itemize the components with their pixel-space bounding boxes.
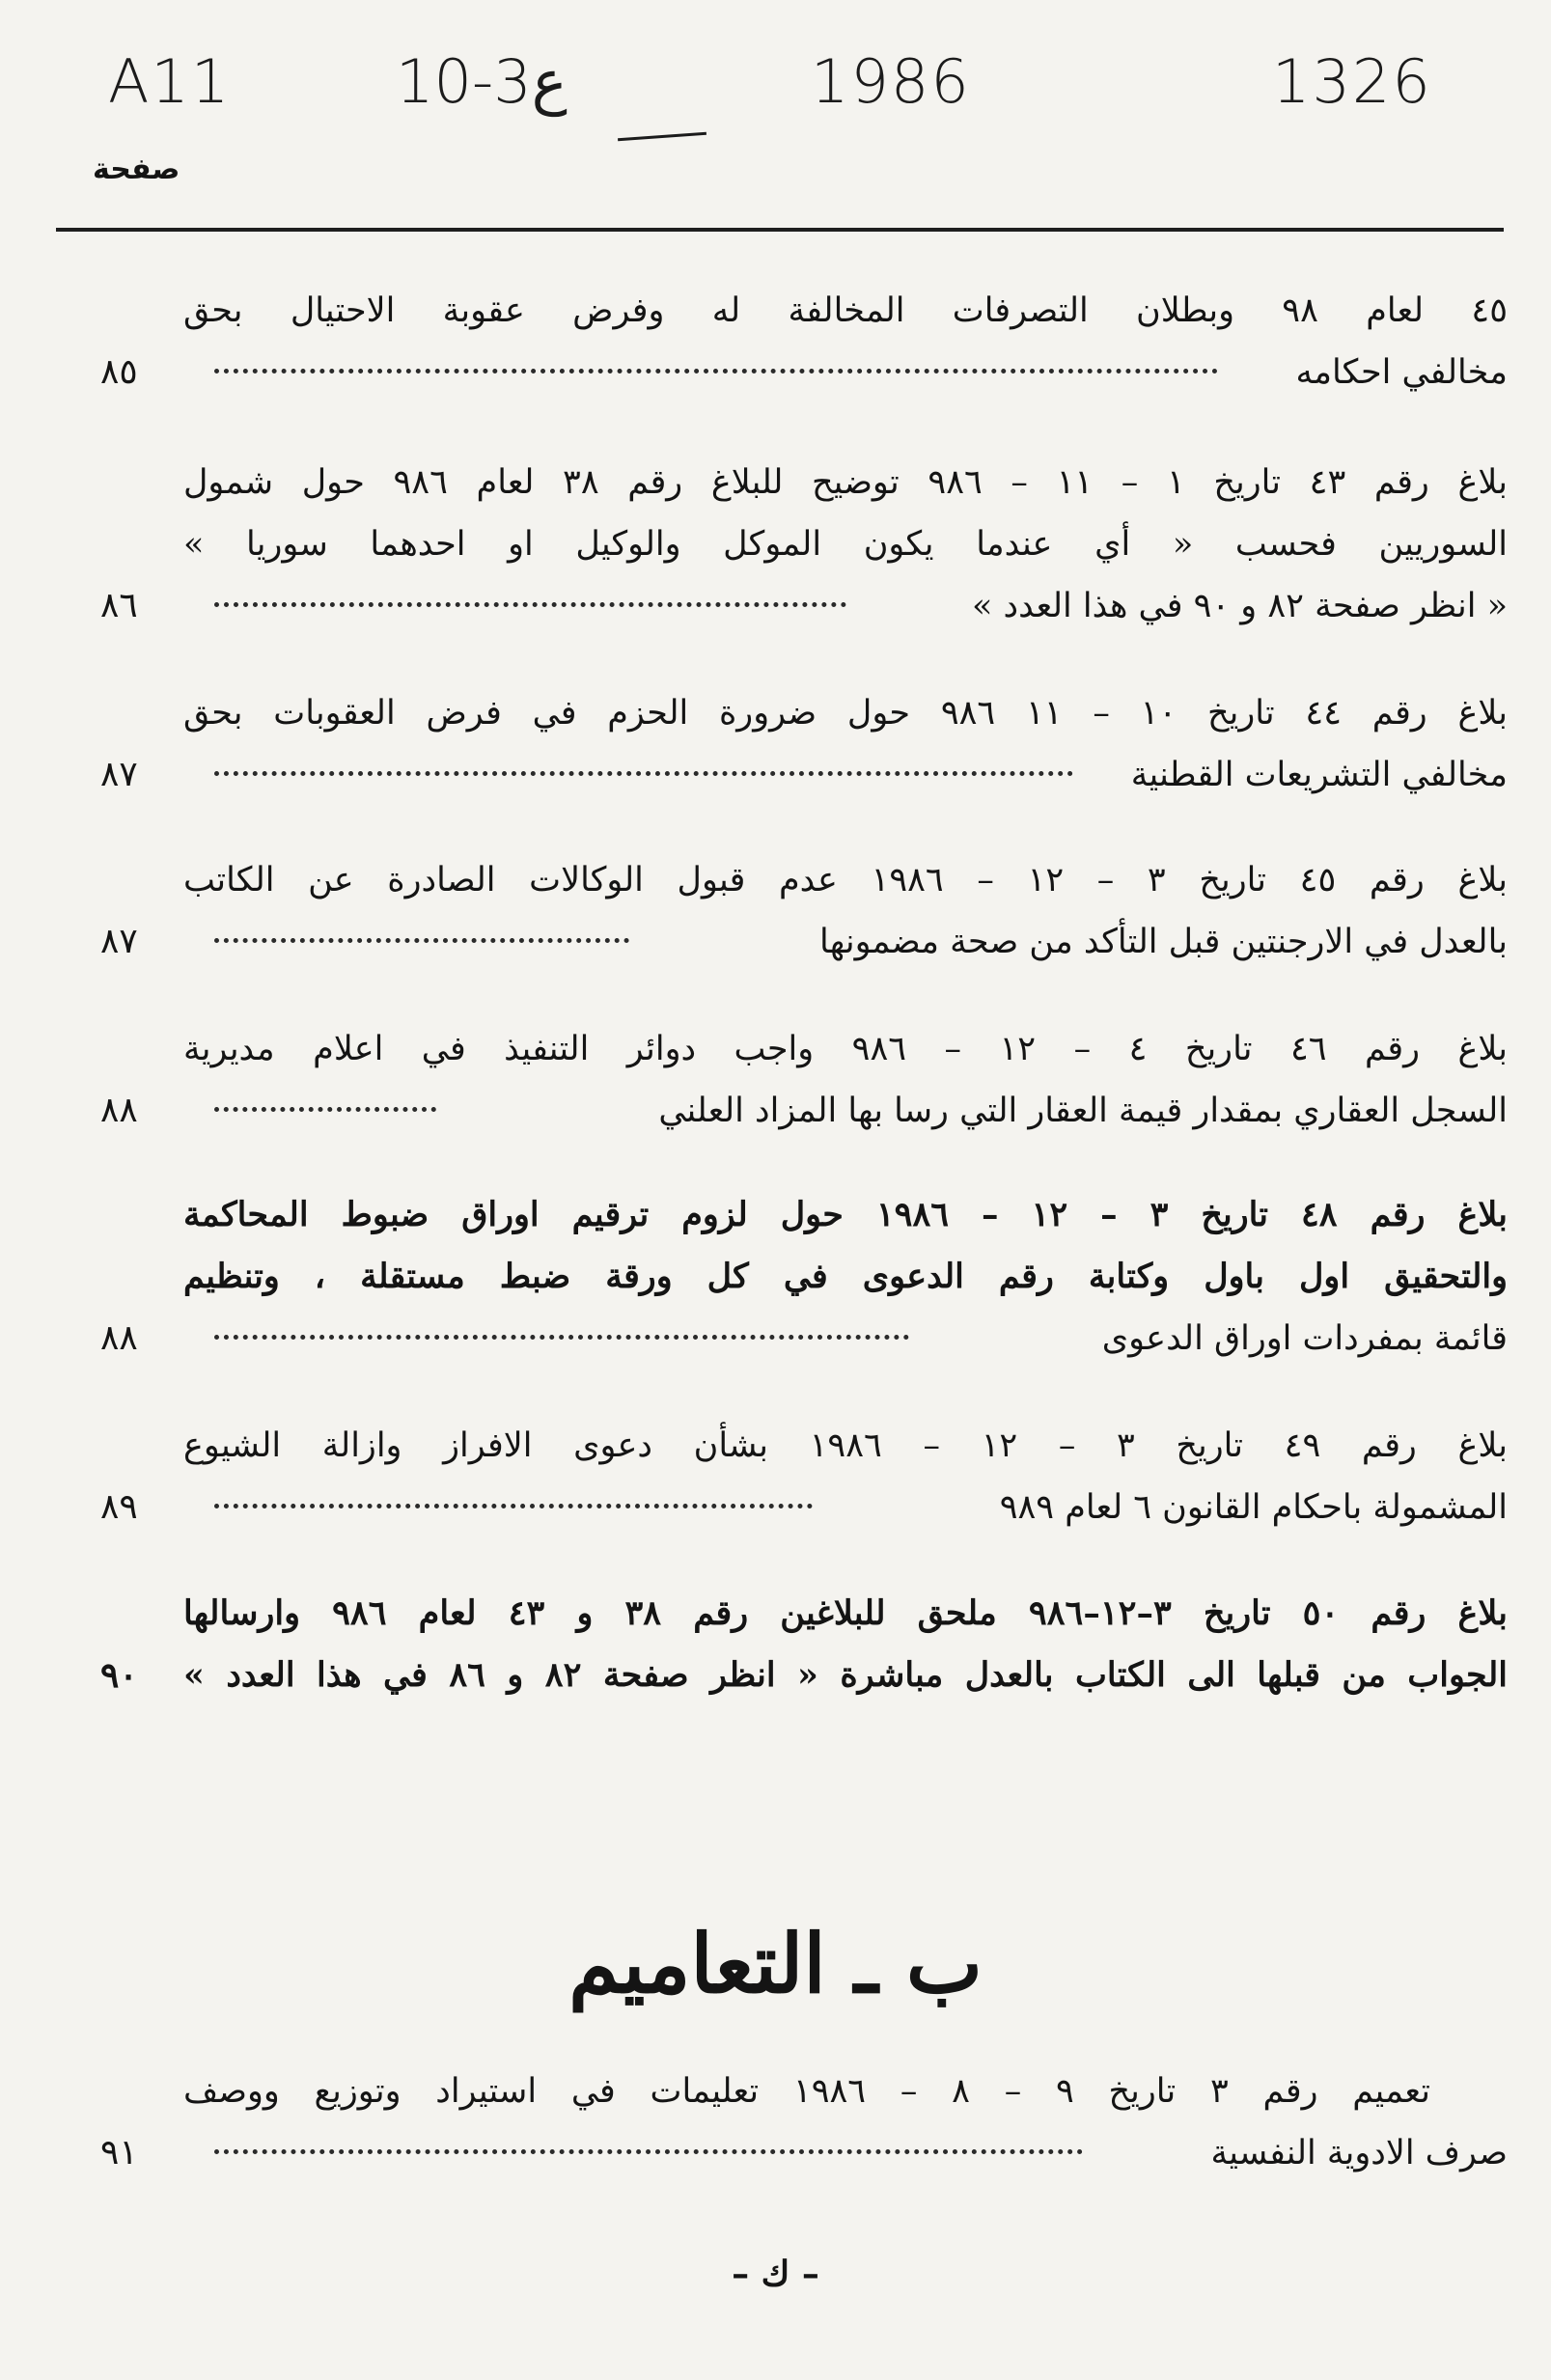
- entry-text: بلاغ رقم ٤٩ تاريخ ٣ – ١٢ – ١٩٨٦ بشأن دعوى الافراز وازالة الشيوع: [183, 1426, 1508, 1465]
- entry-text: بلاغ رقم ٤٣ تاريخ ١ – ١١ – ٩٨٦ توضيح للبلاغ رقم ٣٨ لعام ٩٨٦ حول شمول: [183, 463, 1508, 502]
- entry-text: بلاغ رقم ٥٠ تاريخ ٣–١٢–٩٨٦ ملحق للبلاغين رقم ٣٨ و ٤٣ لعام ٩٨٦ وارسالها: [183, 1593, 1508, 1633]
- dot-leader: [214, 1335, 909, 1340]
- header-rule: [56, 228, 1504, 232]
- entry-text: الجواب من قبلها الى الكتاب بالعدل مباشرة « انظر صفحة ٨٢ و ٨٦ في هذا العدد »: [183, 1655, 1509, 1695]
- page-number: ٨٧: [100, 922, 138, 961]
- entry-text: المشمولة باحكام القانون ٦ لعام ٩٨٩: [999, 1488, 1508, 1527]
- page-number: ٨٨: [100, 1091, 138, 1130]
- entry-line: [58, 1308, 1508, 1370]
- toc-entry: [58, 1184, 1508, 1370]
- entry-line: [58, 342, 1508, 403]
- toc-entry: [58, 2061, 1508, 2184]
- entry-text: بلاغ رقم ٤٥ تاريخ ٣ – ١٢ – ١٩٨٦ عدم قبول الوكالات الصادرة عن الكاتب: [183, 861, 1508, 899]
- toc-entry: [58, 1415, 1508, 1538]
- entry-line: [58, 1477, 1508, 1538]
- entry-text: صرف الادوية النفسية: [1210, 2134, 1508, 2172]
- entry-text: قائمة بمفردات اوراق الدعوى: [1101, 1319, 1508, 1358]
- dot-leader: [214, 2149, 1083, 2154]
- entry-line: [58, 513, 1508, 575]
- entry-line: [58, 575, 1508, 637]
- page-number: ٨٧: [100, 755, 138, 794]
- entry-line: [58, 280, 1508, 342]
- entry-line: [58, 911, 1508, 973]
- header-code: A11: [108, 46, 232, 117]
- page-number: ٨٦: [100, 586, 138, 625]
- toc-entry: [58, 1583, 1508, 1706]
- entry-text: السوريين فحسب « أي عندما يكون الموكل والوكيل او احدهما سوريا »: [183, 525, 1508, 564]
- toc-entry: [58, 849, 1508, 973]
- entry-line: [58, 682, 1508, 744]
- entry-text: مخالفي احكامه: [1295, 353, 1508, 392]
- dot-leader: [214, 369, 1218, 374]
- page-number: ٨٩: [100, 1487, 138, 1527]
- entry-text: بالعدل في الارجنتين قبل التأكد من صحة مضمونها: [819, 923, 1508, 961]
- entry-text: بلاغ رقم ٤٨ تاريخ ٣ – ١٢ – ١٩٨٦ حول لزوم ترقيم اوراق ضبوط المحاكمة: [183, 1195, 1508, 1234]
- entry-text: ٤٥ لعام ٩٨ وبطلان التصرفات المخالفة له وفرض عقوبة الاحتيال بحق: [183, 291, 1508, 330]
- dot-leader: [214, 602, 846, 607]
- entry-line: [58, 849, 1508, 911]
- entry-text: السجل العقاري بمقدار قيمة العقار التي رسا بها المزاد العلني: [658, 1092, 1508, 1130]
- page-number: ٨٥: [100, 352, 138, 392]
- dot-leader: [214, 1107, 436, 1112]
- dot-leader: [214, 938, 629, 943]
- page-footer-number: – ك –: [732, 2254, 819, 2294]
- entry-text: « انظر صفحة ٨٢ و ٩٠ في هذا العدد »: [971, 587, 1508, 625]
- entry-line: [58, 1645, 1508, 1706]
- toc-entry: [58, 682, 1508, 806]
- entry-line: [58, 1415, 1508, 1477]
- entry-line: [58, 452, 1508, 513]
- entry-text: بلاغ رقم ٤٤ تاريخ ١٠ – ١١ ٩٨٦ حول ضرورة الحزم في فرض العقوبات بحق: [183, 694, 1508, 733]
- toc-entry: [58, 452, 1508, 637]
- toc-entry: [58, 280, 1508, 403]
- entry-line: [58, 1184, 1508, 1246]
- header-hijri-year: 1326: [1272, 46, 1432, 117]
- entry-text: مخالفي التشريعات القطنية: [1130, 756, 1508, 794]
- entry-text: والتحقيق اول باول وكتابة رقم الدعوى في كل ورقة ضبط مستقلة ، وتنظيم: [183, 1257, 1508, 1296]
- page-number: ٩٠: [100, 1655, 138, 1696]
- page-number: ٩١: [100, 2133, 138, 2172]
- entry-line: [58, 744, 1508, 806]
- header-date-underline: [618, 132, 706, 141]
- entry-line: [58, 1018, 1508, 1080]
- header-year: 1986: [811, 46, 971, 117]
- entry-line: [58, 1246, 1508, 1308]
- page-number: ٨٨: [100, 1318, 138, 1358]
- entry-text: تعميم رقم ٣ تاريخ ٩ – ٨ – ١٩٨٦ تعليمات في استيراد وتوزيع ووصف: [183, 2072, 1430, 2111]
- dot-leader: [214, 1504, 813, 1508]
- entry-line: [58, 2122, 1508, 2184]
- section-title: ب ـ التعاميم: [568, 1916, 983, 2011]
- header-date: 10-3ع: [396, 46, 568, 117]
- toc-entry: [58, 1018, 1508, 1142]
- page-column-label: صفحة: [93, 152, 180, 186]
- entry-text: بلاغ رقم ٤٦ تاريخ ٤ – ١٢ – ٩٨٦ واجب دوائر التنفيذ في اعلام مديرية: [183, 1030, 1508, 1068]
- dot-leader: [214, 771, 1073, 776]
- entry-line: [58, 1080, 1508, 1142]
- entry-line: [58, 1583, 1508, 1645]
- entry-line: [58, 2061, 1508, 2122]
